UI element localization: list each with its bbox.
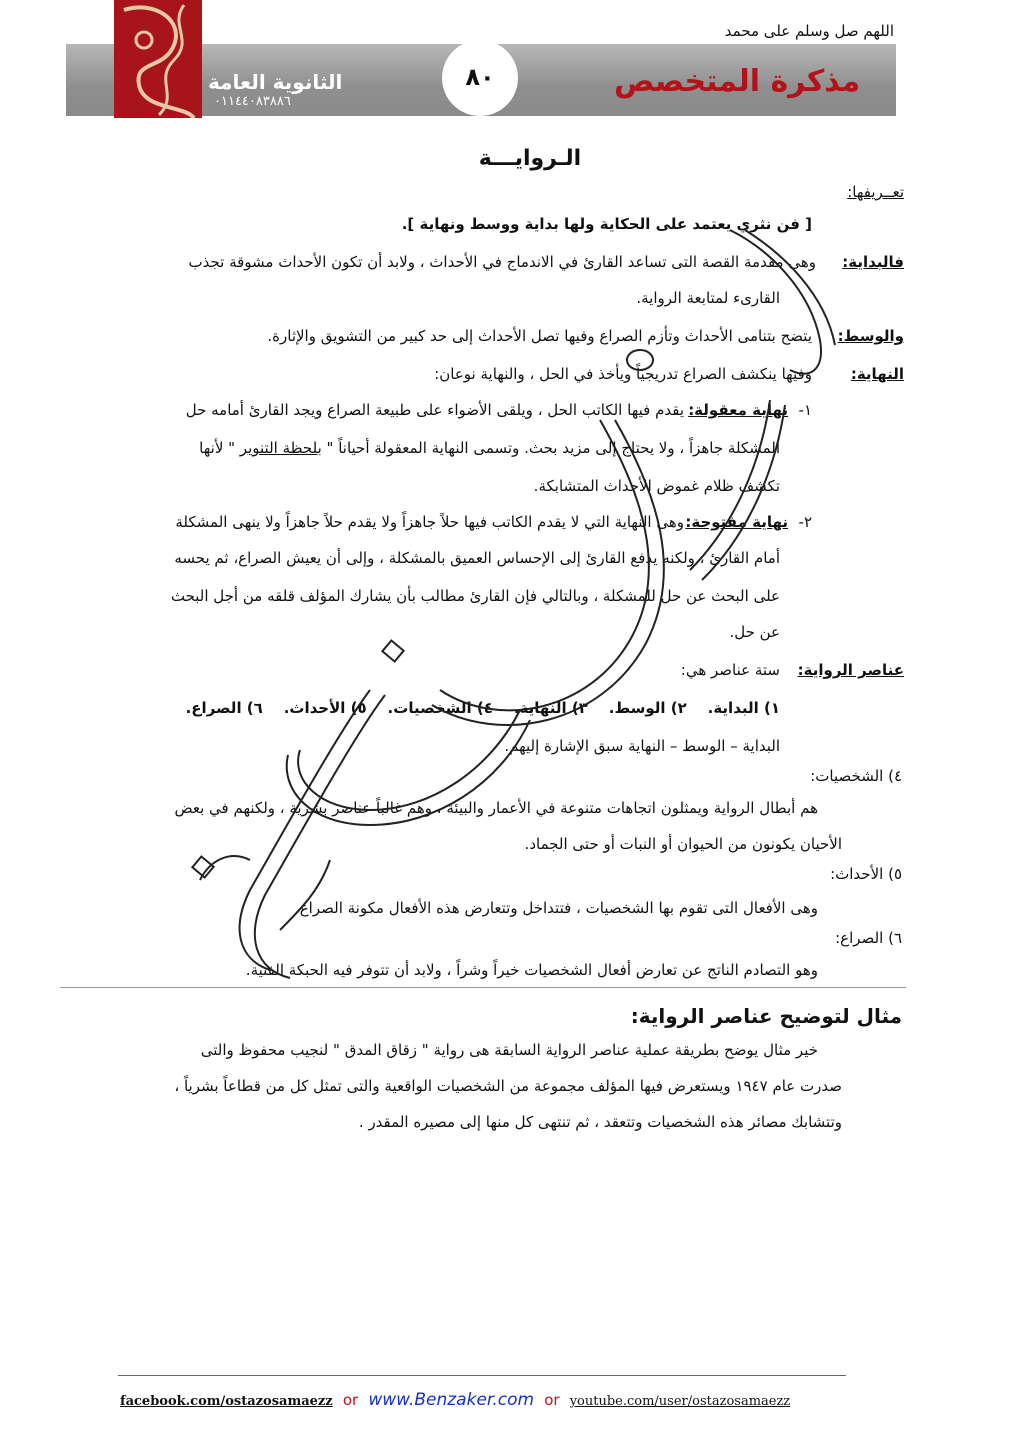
page-number: ٨٠ bbox=[465, 63, 495, 91]
middle-text: يتضح بتنامى الأحداث وتأزم الصراع وفيها تصل الأحداث إلى حد كبير من التشويق والإثارة. bbox=[267, 327, 812, 345]
ending-type2-label: نهاية مفتوحة: bbox=[685, 513, 788, 531]
ending-type1-num: ١- bbox=[798, 401, 812, 419]
conflict-text: وهو التصادم الناتج عن تعارض أفعال الشخصيات خيراً وشراً ، ولابد أن تتوفر فيه الحبكة الفنية. bbox=[245, 961, 818, 979]
elements-list: ١) البداية. ٢) الوسط. ٣) النهاية. ٤) الشخصيات. ٥) الأحداث. ٦) الصراع. bbox=[185, 699, 780, 717]
beginning-label: فالبداية: bbox=[842, 253, 904, 271]
ending-type1-line1: يقدم فيها الكاتب الحل ، ويلقى الأضواء على طبيعة الصراع ويجد القارئ أمامه حل bbox=[185, 401, 684, 419]
page-title: الـروايـــة bbox=[478, 146, 582, 171]
ending-type1-line2-b: " لأنها bbox=[199, 439, 236, 457]
characters-heading: ٤) الشخصيات: bbox=[810, 767, 902, 785]
ending-text: وفيها ينكشف الصراع تدريجياً ويأخذ في الحل ، والنهاية نوعان: bbox=[434, 365, 812, 383]
ending-type1-line3: تكشف ظلام غموض الأحداث المتشابكة. bbox=[533, 477, 780, 495]
definition-label: تعــريفها: bbox=[847, 183, 904, 201]
footer-divider bbox=[118, 1375, 846, 1376]
elements-text: ستة عناصر هي: bbox=[680, 661, 780, 679]
facebook-link[interactable]: facebook.com/ostazosamaezz bbox=[120, 1394, 333, 1409]
footer-links bbox=[120, 1390, 850, 1410]
ending-type1-line2 bbox=[199, 438, 780, 458]
characters-line2: الأحيان يكونون من الحيوان أو النبات أو حتى الجماد. bbox=[524, 835, 842, 853]
elements-label: عناصر الرواية: bbox=[797, 661, 904, 679]
conflict-heading: ٦) الصراع: bbox=[835, 929, 902, 947]
footer-or-1: or bbox=[342, 1391, 359, 1409]
characters-line1: هم أبطال الرواية ويمثلون اتجاهات متنوعة في الأعمار والبيئة ، وهم غالباً عناصر بشرية ، ولكنهم في بعض bbox=[174, 799, 818, 817]
ending-type2-line1: وهى النهاية التي لا يقدم الكاتب فيها حلاً جاهزاً ولا يقدم حلاً جاهزاً ولا ينهى المشكلة bbox=[175, 513, 684, 531]
events-text: وهى الأفعال التى تقوم بها الشخصيات ، فتتداخل وتتعارض هذه الأفعال مكونة الصراع. bbox=[294, 899, 818, 917]
header-prayer: اللهم صل وسلم على محمد bbox=[724, 22, 894, 40]
enlightenment-term: بلحظة التنوير bbox=[239, 439, 322, 457]
school-name: الثانوية العامة bbox=[208, 70, 343, 94]
ending-type2-line2: أمام القارئ ، ولكنه يدفع القارئ إلى الإحساس العميق بالمشكلة ، وإلى أن يعيش الصراع، ثم يحسه bbox=[174, 549, 780, 567]
ending-type1-line2-a: المشكلة جاهزاً ، ولا يحتاج إلى مزيد بحث. وتسمى النهاية المعقولة أحياناً " bbox=[326, 439, 780, 457]
elements-note: البداية – الوسط – النهاية سبق الإشارة إليهم. bbox=[504, 737, 780, 755]
youtube-link[interactable]: youtube.com/user/ostazosamaezz bbox=[569, 1394, 791, 1409]
section-divider bbox=[60, 987, 906, 988]
beginning-line1: وهى مقدمة القصة التى تساعد القارئ في الاندماج في الأحداث ، ولابد أن تكون الأحداث مشوقة تجذب bbox=[188, 253, 816, 271]
brand-title: مذكرة المتخصص bbox=[614, 64, 861, 99]
ending-type2-num: ٢- bbox=[798, 513, 812, 531]
ornament-logo bbox=[114, 0, 202, 118]
website-link[interactable]: www.Benzaker.com bbox=[368, 1390, 535, 1410]
footer-or-2: or bbox=[544, 1391, 560, 1409]
ending-type1-label: نهاية معقولة: bbox=[688, 401, 788, 419]
example-line3: وتتشابك مصائر هذه الشخصيات وتتعقد ، ثم تنتهى كل منها إلى مصيره المقدر . bbox=[358, 1113, 842, 1131]
definition-text: [ فن نثري يعتمد على الحكاية ولها بداية ووسط ونهاية ]. bbox=[401, 215, 812, 233]
events-heading: ٥) الأحداث: bbox=[830, 865, 902, 883]
beginning-line2: القارىء لمتابعة الرواية. bbox=[636, 289, 780, 307]
example-heading: مثال لتوضيح عناصر الرواية: bbox=[630, 1004, 902, 1028]
ending-type2-line4: عن حل. bbox=[729, 623, 780, 641]
example-line2: صدرت عام ١٩٤٧ ويستعرض فيها المؤلف مجموعة من الشخصيات الواقعية والتى تمثل كل من قطاعاً بشرياً ، bbox=[174, 1077, 842, 1095]
ending-type2-line3: على البحث عن حل للمشكلة ، وبالتالي فإن القارئ مطالب بأن يشارك المؤلف قلقه من أجل البحث bbox=[170, 587, 780, 605]
school-phone: ٠١١٤٤٠٨٣٨٨٦ bbox=[214, 94, 291, 109]
middle-label: والوسط: bbox=[837, 327, 904, 345]
ending-label: النهاية: bbox=[850, 365, 904, 383]
example-line1: خير مثال يوضح بطريقة عملية عناصر الرواية السابقة هى رواية " زقاق المدق " لنجيب محفوظ والتى bbox=[200, 1041, 818, 1059]
